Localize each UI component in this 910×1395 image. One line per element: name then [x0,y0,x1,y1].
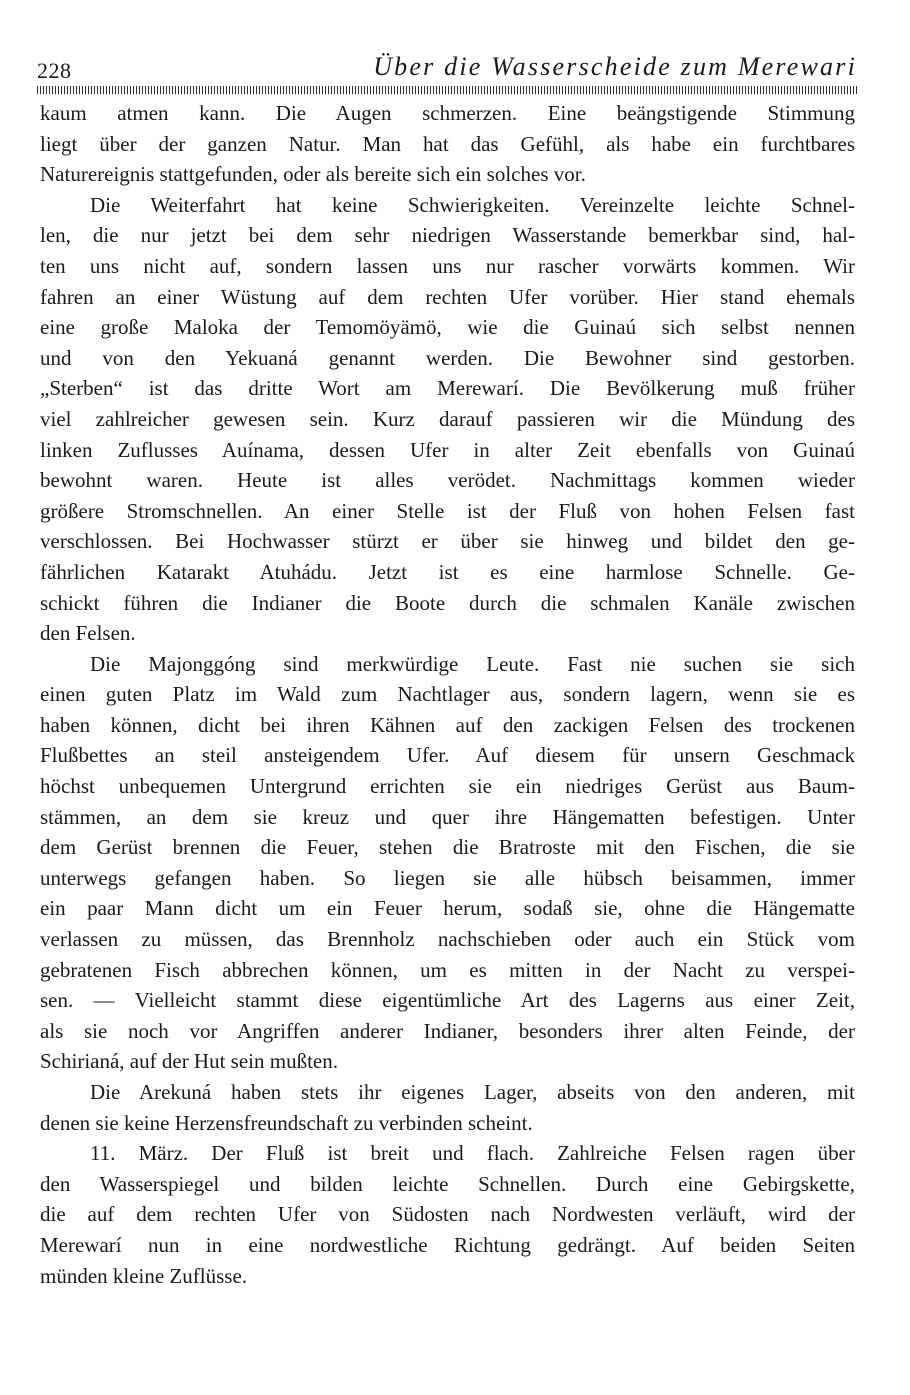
text-line: bewohnt waren. Heute ist alles verödet. Nachmittags kommen wieder [40,468,855,493]
text-line: verlassen zu müssen, das Brennholz nachschieben oder auch ein Stück vom [40,927,855,952]
text-line: größere Stromschnellen. An einer Stelle ist der Fluß von hohen Felsen fast [40,498,855,523]
text-line: den Felsen. [40,621,136,646]
text-line: eine große Maloka der Temomöyämö, wie die Guinaú sich selbst nennen [40,315,855,340]
text-line: unterwegs gefangen haben. So liegen sie alle hübsch beisammen, immer [40,865,855,890]
text-line: einen guten Platz im Wald zum Nachtlager aus, sondern lagern, wenn sie es [40,682,855,707]
text-line: Flußbettes an steil ansteigendem Ufer. Auf diesem für unsern Geschmack [40,743,855,768]
running-title: Über die Wasserscheide zum Merewari [373,52,857,81]
text-line: len, die nur jetzt bei dem sehr niedrigen Wasserstande bemerkbar sind, hal- [40,223,855,248]
text-line: Die Weiterfahrt hat keine Schwierigkeiten. Vereinzelte leichte Schnel- [90,192,855,217]
page-number: 228 [37,58,72,83]
paragraph [40,98,855,190]
text-line: stämmen, an dem sie kreuz und quer ihre Hängematten befestigen. Unter [40,804,855,829]
text-line: Schirianá, auf der Hut sein mußten. [40,1049,338,1074]
text-line: kaum atmen kann. Die Augen schmerzen. Eine beängstigende Stimmung [40,101,855,125]
text-line: sen. — Vielleicht stammt diese eigentümliche Art des Lagerns aus einer Zeit, [40,988,855,1013]
page-header [37,52,857,82]
text-line: dem Gerüst brennen die Feuer, stehen die Bratroste mit den Fischen, die sie [40,835,855,860]
text-line: Naturereignis stattgefunden, oder als bereite sich ein solches vor. [40,162,586,187]
text-line: höchst unbequemen Untergrund errichten sie ein niedriges Gerüst aus Baum- [40,774,855,799]
text-line: denen sie keine Herzensfreundschaft zu verbinden scheint. [40,1110,533,1135]
text-line: und von den Yekuaná genannt werden. Die Bewohner sind gestorben. [40,345,855,370]
text-line: Die Majonggóng sind merkwürdige Leute. Fast nie suchen sie sich [90,651,855,676]
text-line: die auf dem rechten Ufer von Südosten nach Nordwesten verläuft, wird der [40,1202,855,1227]
paragraph [40,649,855,1077]
text-line: verschlossen. Bei Hochwasser stürzt er über sie hinweg und bildet den ge- [40,529,855,554]
body-text [40,98,855,1291]
text-line: fahren an einer Wüstung auf dem rechten Ufer vorüber. Hier stand ehemals [40,284,855,309]
text-line: münden kleine Zuflüsse. [40,1263,248,1288]
text-line: viel zahlreicher gewesen sein. Kurz darauf passieren wir die Mündung des [40,406,855,431]
text-line: Merewarí nun in eine nordwestliche Richtung gedrängt. Auf beiden Seiten [40,1232,855,1257]
text-line: gebratenen Fisch abbrechen können, um es mitten in der Nacht zu verspei- [40,957,855,982]
text-line: als sie noch vor Angriffen anderer Indianer, besonders ihrer alten Feinde, der [40,1018,855,1043]
paragraph [40,190,855,649]
text-line: fährlichen Katarakt Atuhádu. Jetzt ist es eine harmlose Schnelle. Ge- [40,559,855,584]
text-line: Die Arekuná haben stets ihr eigenes Lager, abseits von den anderen, mit [90,1080,855,1104]
paragraph [40,1077,855,1138]
text-line: liegt über der ganzen Natur. Man hat das Gefühl, als habe ein furchtbares [40,131,855,156]
text-line: haben können, dicht bei ihren Kähnen auf den zackigen Felsen des trockenen [40,712,855,737]
text-line: 11. März. Der Fluß ist breit und flach. Zahlreiche Felsen ragen über [90,1141,855,1166]
text-line: ein paar Mann dicht um ein Feuer herum, sodaß sie, ohne die Hängematte [40,896,855,921]
text-line: den Wasserspiegel und bilden leichte Schnellen. Durch eine Gebirgskette, [40,1171,855,1196]
text-line: ten uns nicht auf, sondern lassen uns nur rascher vorwärts kommen. Wir [40,253,855,278]
header-rule [37,86,857,94]
paragraph [40,1138,855,1291]
text-line: „Sterben“ ist das dritte Wort am Merewarí. Die Bevölkerung muß früher [40,376,855,401]
text-line: schickt führen die Indianer die Boote durch die schmalen Kanäle zwischen [40,590,855,615]
text-line: linken Zuflusses Auínama, dessen Ufer in alter Zeit ebenfalls von Guinaú [40,437,855,462]
